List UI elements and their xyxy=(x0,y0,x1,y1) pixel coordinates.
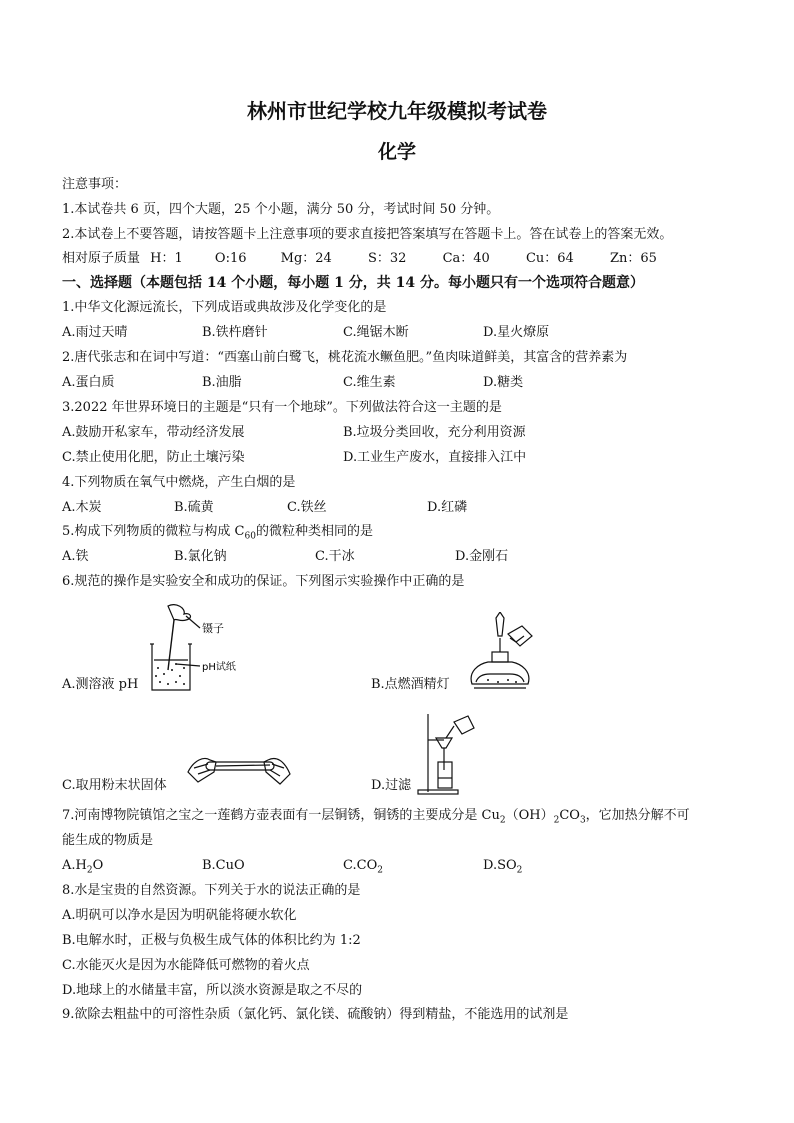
q7-a-post: O xyxy=(92,858,104,873)
atomic-mass-cu: Cu：64 xyxy=(525,251,574,266)
atomic-mass-zn: Zn：65 xyxy=(609,251,657,266)
q5-option-a: A.铁 xyxy=(62,549,89,564)
atomic-mass-mg: Mg：24 xyxy=(280,251,332,266)
q7-co3: CO xyxy=(559,808,580,823)
label-tweezers: 镊子 xyxy=(202,622,224,635)
q8-option-d: D.地球上的水储量丰富，所以淡水资源是取之不尽的 xyxy=(62,983,363,998)
q7-option-c xyxy=(343,858,383,874)
q2-stem: 2.唐代张志和在词中写道：“西塞山前白鹭飞，桃花流水鳜鱼肥。”鱼肉味道鲜美，其富含的营养素为 xyxy=(62,350,628,365)
q4-stem: 4.下列物质在氧气中燃烧，产生白烟的是 xyxy=(62,475,296,490)
atomic-masses xyxy=(62,251,657,267)
notice-item-1: 1.本试卷共 6 页，四个大题，25 个小题，满分 50 分，考试时间 50 分钟。 xyxy=(62,202,500,217)
atomic-mass-label: 相对原子质量 xyxy=(62,251,141,266)
q7-option-b: B.CuO xyxy=(202,858,245,873)
q7-stem-post: ，它加热分解不可 xyxy=(585,808,690,823)
q3-option-b: B.垃圾分类回收，充分利用资源 xyxy=(343,425,526,440)
q7-stem-pre: 7.河南博物院镇馆之宝之一莲鹤方壶表面有一层铜锈，铜锈的主要成分是 Cu xyxy=(62,808,500,823)
q1-option-a: A.雨过天晴 xyxy=(62,325,128,340)
q5-stem-sub: 60 xyxy=(244,531,256,542)
q3-option-c: C.禁止使用化肥，防止土壤污染 xyxy=(62,450,245,465)
atomic-mass-s: S：32 xyxy=(367,251,407,266)
q7-stem-line1 xyxy=(62,808,690,824)
subject-title: 化学 xyxy=(377,141,416,163)
q7-d-sub: 2 xyxy=(516,865,523,876)
q8-option-b: B.电解水时，正极与负极生成气体的体积比约为 1:2 xyxy=(62,933,361,948)
q4-option-a: A.木炭 xyxy=(62,500,102,515)
q7-sub-3: 3 xyxy=(579,815,586,826)
q6-option-b: B.点燃酒精灯 xyxy=(371,677,450,692)
exam-title: 林州市世纪学校九年级模拟考试卷 xyxy=(247,99,547,123)
q1-option-c: C.绳锯木断 xyxy=(343,325,409,340)
q7-d-pre: D.SO xyxy=(483,858,517,873)
q2-option-d: D.糖类 xyxy=(483,375,524,390)
q9-stem: 9.欲除去粗盐中的可溶性杂质（氯化钙、氯化镁、硫酸钠）得到精盐，不能选用的试剂是 xyxy=(62,1007,569,1022)
q6-option-d: D.过滤 xyxy=(371,778,412,793)
q7-oh: （OH） xyxy=(505,808,554,823)
q5-stem-pre: 5.构成下列物质的微粒与构成 C xyxy=(62,524,245,539)
q2-option-b: B.油脂 xyxy=(202,375,242,390)
atomic-mass-h: H：1 xyxy=(150,251,183,266)
q7-a-sub: 2 xyxy=(86,865,93,876)
q7-option-d xyxy=(483,858,522,874)
q5-stem xyxy=(62,524,373,540)
q2-option-c: C.维生素 xyxy=(343,375,396,390)
q8-option-a: A.明矾可以净水是因为明矾能将硬水软化 xyxy=(62,908,297,923)
q4-option-b: B.硫黄 xyxy=(174,500,214,515)
q1-stem: 1.中华文化源远流长，下列成语或典故涉及化学变化的是 xyxy=(62,300,387,315)
notice-item-2: 2.本试卷上不要答题，请按答题卡上注意事项的要求直接把答案填写在答题卡上。答在试卷上的答案无效。 xyxy=(62,227,673,242)
q7-sub-2: 2 xyxy=(499,815,506,826)
q7-c-pre: C.CO xyxy=(343,858,378,873)
q7-sub-2b: 2 xyxy=(553,815,560,826)
q4-option-c: C.铁丝 xyxy=(287,500,327,515)
figure-powder-tube xyxy=(186,742,292,792)
q6-stem: 6.规范的操作是实验安全和成功的保证。下列图示实验操作中正确的是 xyxy=(62,574,465,589)
q5-option-d: D.金刚石 xyxy=(455,549,509,564)
q7-a-pre: A.H xyxy=(62,858,87,873)
q1-option-d: D.星火燎原 xyxy=(483,325,550,340)
q6-option-a: A.测溶液 pH xyxy=(62,677,139,692)
figure-filtration xyxy=(416,712,482,796)
notice-heading: 注意事项： xyxy=(62,177,128,192)
label-ph-paper: pH试纸 xyxy=(202,662,236,673)
q8-option-c: C.水能灭火是因为水能降低可燃物的着火点 xyxy=(62,958,310,973)
q3-option-d: D.工业生产废水，直接排入江中 xyxy=(343,450,527,465)
q4-option-d: D.红磷 xyxy=(427,500,468,515)
q5-option-b: B.氯化钠 xyxy=(174,549,227,564)
q5-stem-post: 的微粒种类相同的是 xyxy=(255,524,373,539)
figure-measure-ph xyxy=(146,604,236,696)
q3-stem: 3.2022 年世界环境日的主题是“只有一个地球”。下列做法符合这一主题的是 xyxy=(62,400,502,415)
q2-option-a: A.蛋白质 xyxy=(62,375,115,390)
q7-option-a xyxy=(62,858,103,874)
q3-option-a: A.鼓励开私家车，带动经济发展 xyxy=(62,425,245,440)
q6-option-c: C.取用粉末状固体 xyxy=(62,778,167,793)
q5-option-c: C.干冰 xyxy=(315,549,355,564)
atomic-mass-o: O:16 xyxy=(214,251,247,266)
figure-alcohol-lamp xyxy=(468,612,538,698)
q7-c-sub: 2 xyxy=(377,865,383,876)
q8-stem: 8.水是宝贵的自然资源。下列关于水的说法正确的是 xyxy=(62,883,361,898)
section-1-title: 一、选择题（本题包括 14 个小题，每小题 1 分，共 14 分。每小题只有一个选项符合题意） xyxy=(62,275,644,291)
atomic-mass-ca: Ca：40 xyxy=(442,251,490,266)
q1-option-b: B.铁杵磨针 xyxy=(202,325,268,340)
q7-stem-line2: 能生成的物质是 xyxy=(62,833,154,848)
